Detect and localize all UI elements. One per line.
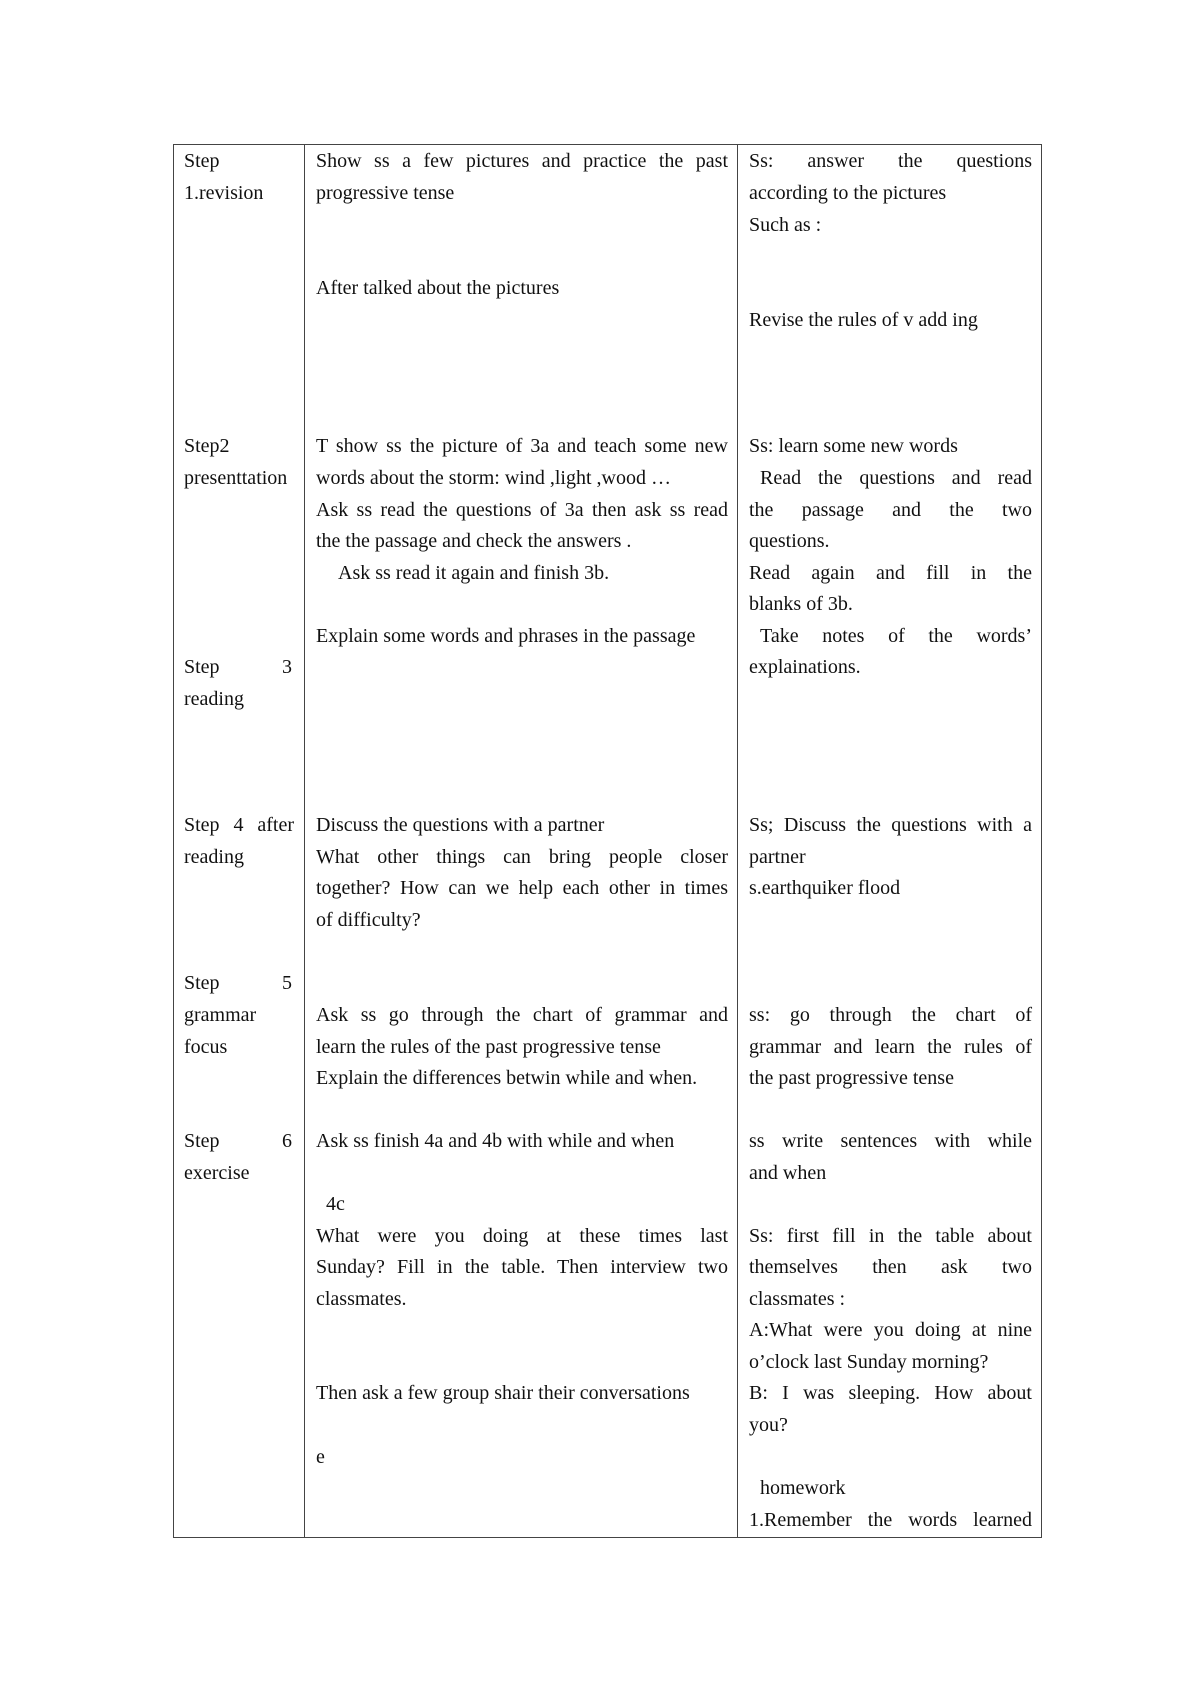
- step-label: grammar: [184, 1004, 257, 1026]
- step-label: presenttation: [184, 467, 288, 489]
- step-label: Step: [184, 656, 220, 678]
- student-activity-line: classmates :: [749, 1288, 846, 1310]
- teacher-activity-line: classmates.: [316, 1288, 407, 1310]
- column-divider-1: [304, 145, 305, 1537]
- teacher-activity-line: Then ask a few group shair their conversations: [316, 1382, 690, 1404]
- teacher-activity-line: Ask ss read it again and finish 3b.: [338, 562, 610, 584]
- teacher-activity-line: words about the storm: wind ,light ,wood …: [316, 467, 671, 489]
- teacher-activity-line: learn the rules of the past progressive tense: [316, 1036, 661, 1058]
- student-activity-line: according to the pictures: [749, 182, 947, 204]
- teacher-activity-line: Discuss the questions with a partner: [316, 814, 605, 836]
- student-activity-line: grammar and learn the rules of: [749, 1036, 1032, 1058]
- student-activity-line: Such as :: [749, 214, 822, 236]
- teacher-activity-line: Ask ss finish 4a and 4b with while and when: [316, 1130, 675, 1152]
- student-activity-line: Revise the rules of v add ing: [749, 309, 978, 331]
- student-activity-line: B: I was sleeping. How about: [749, 1382, 1032, 1404]
- step-number: 3: [282, 656, 292, 678]
- teacher-activity-line: progressive tense: [316, 182, 455, 204]
- teacher-activity-line: together? How can we help each other in times: [316, 877, 728, 899]
- step-label: focus: [184, 1036, 228, 1058]
- student-activity-line: the past progressive tense: [749, 1067, 954, 1089]
- student-activity-line: Read the questions and read: [760, 467, 1032, 489]
- student-activity-line: explainations.: [749, 656, 861, 678]
- step-label: Step: [184, 1130, 220, 1152]
- student-activity-line: questions.: [749, 530, 830, 552]
- student-activity-line: Ss: learn some new words: [749, 435, 958, 457]
- teacher-activity-line: e: [316, 1446, 325, 1468]
- student-activity-line: Ss; Discuss the questions with a: [749, 814, 1032, 836]
- student-activity-line: blanks of 3b.: [749, 593, 853, 615]
- teacher-activity-line: Explain the differences betwin while and when.: [316, 1067, 698, 1089]
- student-activity-line: A:What were you doing at nine: [749, 1319, 1032, 1341]
- lesson-plan-table: [173, 144, 1042, 1538]
- step-label: Step: [184, 150, 220, 172]
- step-label: Step 4 after: [184, 814, 294, 836]
- teacher-activity-line: Explain some words and phrases in the passage: [316, 625, 696, 647]
- teacher-activity-line: of difficulty?: [316, 909, 421, 931]
- step-number: 6: [282, 1130, 292, 1152]
- step-label: Step: [184, 972, 220, 994]
- step-label: Step2: [184, 435, 230, 457]
- student-activity-line: themselves then ask two: [749, 1256, 1032, 1278]
- step-label: reading: [184, 688, 244, 710]
- student-activity-line: 1.Remember the words learned: [749, 1509, 1032, 1531]
- student-activity-line: ss: go through the chart of: [749, 1004, 1032, 1026]
- step-label: 1.revision: [184, 182, 264, 204]
- teacher-activity-line: Ask ss go through the chart of grammar and: [316, 1004, 728, 1026]
- student-activity-line: you?: [749, 1414, 788, 1436]
- student-activity-line: ss write sentences with while: [749, 1130, 1032, 1152]
- teacher-activity-line: Sunday? Fill in the table. Then interview two: [316, 1256, 728, 1278]
- student-activity-line: s.earthquiker flood: [749, 877, 901, 899]
- teacher-activity-line: What were you doing at these times last: [316, 1225, 728, 1247]
- student-activity-line: Read again and fill in the: [749, 562, 1032, 584]
- step-number: 5: [282, 972, 292, 994]
- teacher-activity-line: Show ss a few pictures and practice the past: [316, 150, 728, 172]
- student-activity-line: the passage and the two: [749, 499, 1032, 521]
- column-divider-2: [737, 145, 738, 1537]
- teacher-activity-line: Ask ss read the questions of 3a then ask ss read: [316, 499, 728, 521]
- student-activity-line: and when: [749, 1162, 827, 1184]
- student-activity-line: o’clock last Sunday morning?: [749, 1351, 989, 1373]
- teacher-activity-line: What other things can bring people closer: [316, 846, 728, 868]
- step-label: reading: [184, 846, 244, 868]
- student-activity-line: partner: [749, 846, 806, 868]
- student-activity-line: Ss: first fill in the table about: [749, 1225, 1032, 1247]
- step-label: exercise: [184, 1162, 250, 1184]
- teacher-activity-line: the the passage and check the answers .: [316, 530, 632, 552]
- homework-heading: homework: [760, 1477, 846, 1499]
- student-activity-line: Take notes of the words’: [760, 625, 1032, 647]
- student-activity-line: Ss: answer the questions: [749, 150, 1032, 172]
- teacher-activity-line: T show ss the picture of 3a and teach some new: [316, 435, 728, 457]
- teacher-activity-line: After talked about the pictures: [316, 277, 560, 299]
- teacher-activity-line: 4c: [326, 1193, 345, 1215]
